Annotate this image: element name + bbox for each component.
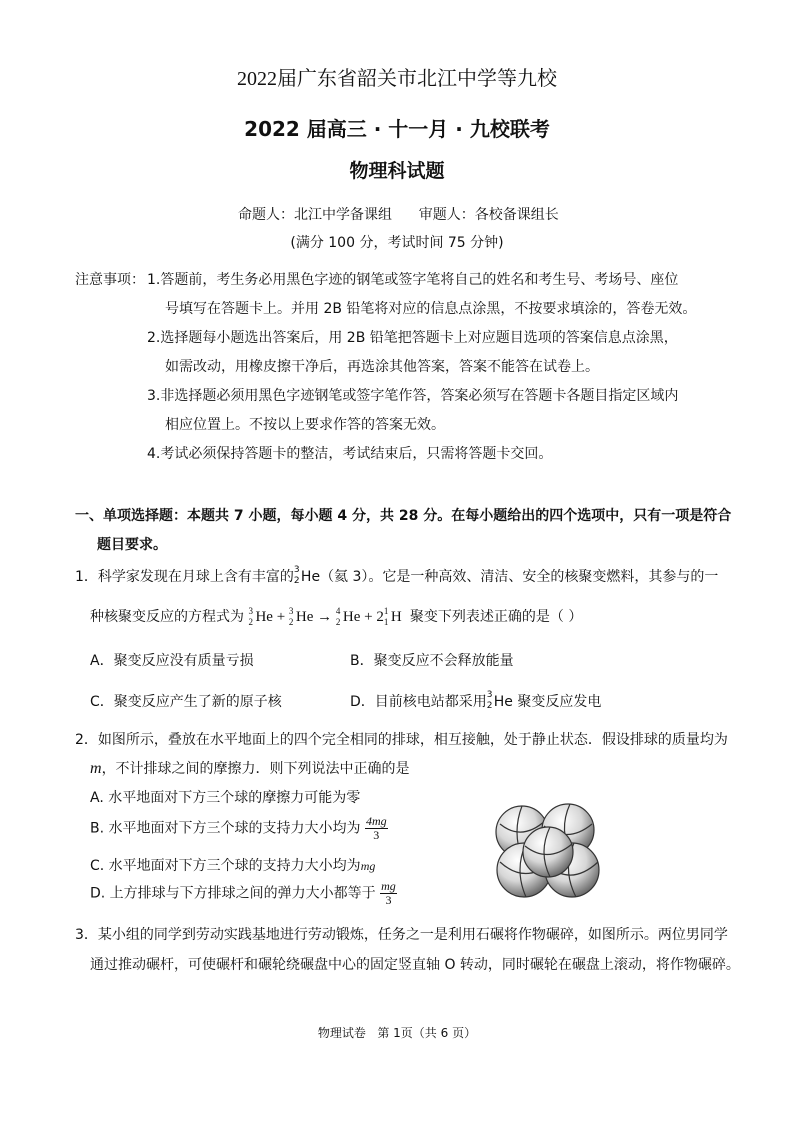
notes-item: 如需改动，用橡皮擦干净后，再选涂其他答案，答案不能答在试卷上。 <box>165 359 599 375</box>
q2-stem-line2: m，不计排球之间的摩擦力．则下列说法中正确的是 <box>90 760 410 777</box>
q2-stem: 2．如图所示，叠放在水平地面上的四个完全相同的排球，相互接触，处于静止状态．假设排球的质量均为 <box>75 732 728 748</box>
q2-option-d[interactable]: D. 上方排球与下方排球之间的弹力大小都等于 $\frac{mg}{3}$ <box>90 879 396 907</box>
section-heading: 一、单项选择题：本题共 7 小题，每小题 4 分，共 28 分。在每小题给出的四个选项中，只有一项是符合 <box>75 508 732 524</box>
notes-item: 号填写在答题卡上。并用 2B 铅笔将对应的信息点涂黑，不按要求填涂的，答卷无效。 <box>165 301 697 317</box>
q2-option-c[interactable]: C. 水平地面对下方三个球的支持力大小均为mg <box>90 858 376 874</box>
page-footer: 物理试卷 第 1页（共 6 页） <box>317 1026 477 1040</box>
exam-title: 2022 届高三 · 十一月 · 九校联考 <box>244 117 550 141</box>
stacked-volleyballs-figure <box>492 798 604 904</box>
q1-option-b[interactable]: B．聚变反应不会释放能量 <box>350 653 514 669</box>
notes-label: 注意事项： <box>75 272 145 288</box>
q1-option-a[interactable]: A．聚变反应没有质量亏损 <box>90 653 254 669</box>
notes-item: 3.非选择题必须用黑色字迹钢笔或签字笔作答，答案必须写在答题卡各题目指定区域内 <box>147 388 679 404</box>
school-title: 2022届广东省韶关市北江中学等九校 <box>237 68 557 90</box>
notes-item: 2.选择题每小题选出答案后，用 2B 铅笔把答题卡上对应题目选项的答案信息点涂黑， <box>147 330 678 346</box>
q2-option-a[interactable]: A. 水平地面对下方三个球的摩擦力可能为零 <box>90 790 361 806</box>
section-heading-cont: 题目要求。 <box>97 537 167 553</box>
q1-stem-line2: 种核聚变反应的方程式为 3 2 He + 3 2 He → 4 2 He + 2 1 1 H 聚变下列表述正确的是（ ） <box>90 605 583 627</box>
notes-item: 1.答题前，考生务必用黑色字迹的钢笔或签字笔将自己的姓名和考生号、考场号、座位 <box>147 272 679 288</box>
subject-title: 物理科试题 <box>349 160 445 182</box>
notes-item: 4.考试必须保持答题卡的整洁，考试结束后，只需将答题卡交回。 <box>147 446 553 462</box>
q2-option-b[interactable]: B. 水平地面对下方三个球的支持力大小均为 $\frac{4mg}{3}$ <box>90 814 387 842</box>
exam-info: (满分 100 分，考试时间 75 分钟) <box>290 235 504 251</box>
authors-line: 命题人：北江中学备课组 审题人：各校备课组长 <box>238 207 559 223</box>
q1-fusion-equation: 3 2 He + 3 2 He → 4 2 He + 2 1 1 H <box>248 605 406 627</box>
q1-stem: 1．科学家发现在月球上含有丰富的 3 2 He（氦 3）。它是一种高效、清洁、安全的核聚变燃料，其参与的一 <box>75 565 719 586</box>
q3-stem: 3．某小组的同学到劳动实践基地进行劳动锻炼，任务之一是利用石碾将作物碾碎，如图所示。两位男同学 <box>75 927 728 943</box>
ball-top <box>523 827 573 877</box>
q1-option-c[interactable]: C．聚变反应产生了新的原子核 <box>90 694 282 710</box>
q3-stem-line2: 通过推动碾杆，可使碾杆和碾轮绕碾盘中心的固定竖直轴 O 转动，同时碾轮在碾盘上滚动，将作物碾碎。 <box>90 957 740 973</box>
notes-item: 相应位置上。不按以上要求作答的答案无效。 <box>165 417 445 433</box>
q1-option-d[interactable]: D．目前核电站都采用 3 2 He 聚变反应发电 <box>350 690 602 711</box>
